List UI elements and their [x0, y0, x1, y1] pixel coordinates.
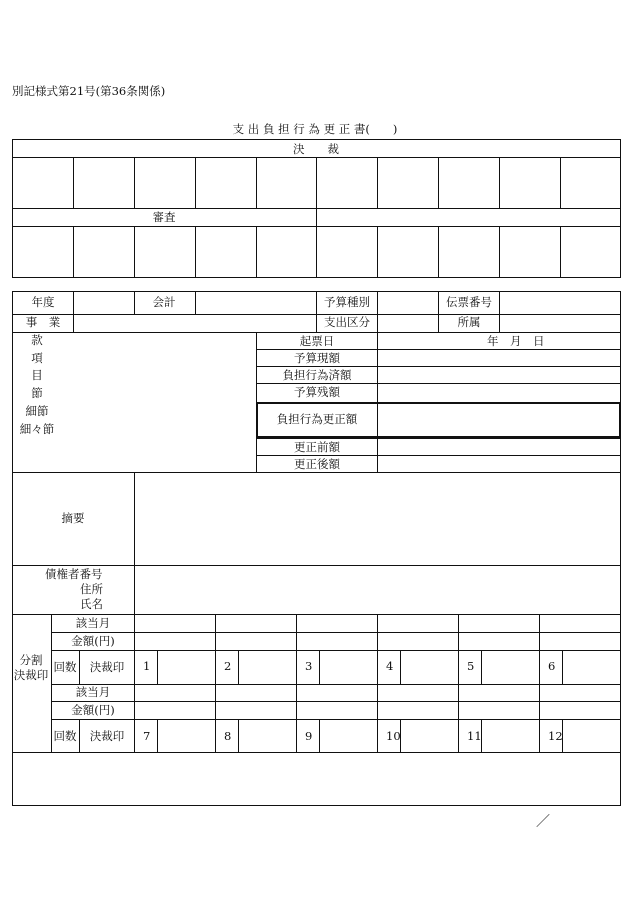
installment-number: 12 — [548, 729, 563, 743]
shinsa-label: 審査 — [152, 210, 176, 224]
yosan-shubetsu-label: 予算種別 — [324, 295, 370, 309]
kousei-go-label: 更正後額 — [294, 457, 340, 471]
kaisu-label-2: 回数 — [53, 729, 77, 743]
budget-item-setsu: 節 — [31, 386, 43, 400]
installment-number: 11 — [467, 729, 482, 743]
budget-item-moku: 目 — [31, 368, 43, 382]
installment-side-label-2: 決裁印 — [13, 668, 49, 682]
kessai-in-label-1: 決裁印 — [89, 660, 125, 674]
kihyobi-label: 起票日 — [299, 334, 335, 348]
form-reference: 別記様式第21号(第36条関係) — [12, 84, 166, 98]
creditor-number-label: 債権者番号 — [45, 567, 103, 581]
installment-number: 9 — [305, 729, 313, 743]
date-placeholder: 年 月 日 — [487, 334, 545, 348]
kingaku-label-2: 金額(円) — [71, 703, 115, 717]
yosan-zangaku-label: 予算残額 — [294, 385, 340, 399]
kousei-mae-label: 更正前額 — [294, 440, 340, 454]
footer-mark: ／ — [536, 814, 550, 830]
kessai-header: 決 裁 — [293, 142, 339, 156]
nendo-label: 年度 — [31, 295, 55, 309]
installment-side-label-1: 分割 — [19, 653, 43, 667]
installment-number: 5 — [467, 659, 475, 673]
installment-number: 2 — [224, 659, 232, 673]
gaitou-tsuki-label-2: 該当月 — [75, 685, 111, 699]
form-title: 支 出 負 担 行 為 更 正 書( ) — [232, 122, 398, 136]
address-label: 住所 — [80, 582, 103, 596]
denpyo-bango-label: 伝票番号 — [446, 295, 492, 309]
tekiyo-label: 摘要 — [61, 511, 85, 525]
installment-number: 8 — [224, 729, 232, 743]
futan-sumi-label: 負担行為済額 — [282, 368, 352, 382]
budget-item-kou: 項 — [31, 351, 43, 365]
budget-item-saisaisetsu: 細々節 — [19, 422, 55, 436]
installment-number: 7 — [143, 729, 151, 743]
shishutsu-kubun-label: 支出区分 — [324, 315, 370, 329]
futan-kousei-label: 負担行為更正額 — [276, 412, 358, 426]
name-label: 氏名 — [80, 597, 103, 611]
shozoku-label: 所属 — [457, 315, 481, 329]
kaikei-label: 会計 — [152, 295, 176, 309]
kingaku-label-1: 金額(円) — [71, 634, 115, 648]
kessai-in-label-2: 決裁印 — [89, 729, 125, 743]
kaisu-label-1: 回数 — [53, 660, 77, 674]
gaitou-tsuki-label-1: 該当月 — [75, 616, 111, 630]
budget-item-kan: 款 — [31, 333, 43, 347]
installment-number: 6 — [548, 659, 556, 673]
jigyo-label: 事 業 — [25, 315, 61, 329]
budget-item-saisetsu: 細節 — [25, 404, 49, 418]
yosan-gengaku-label: 予算現額 — [294, 351, 340, 365]
installment-number: 1 — [143, 659, 151, 673]
installment-number: 10 — [386, 729, 401, 743]
installment-number: 4 — [386, 659, 394, 673]
installment-number: 3 — [305, 659, 313, 673]
